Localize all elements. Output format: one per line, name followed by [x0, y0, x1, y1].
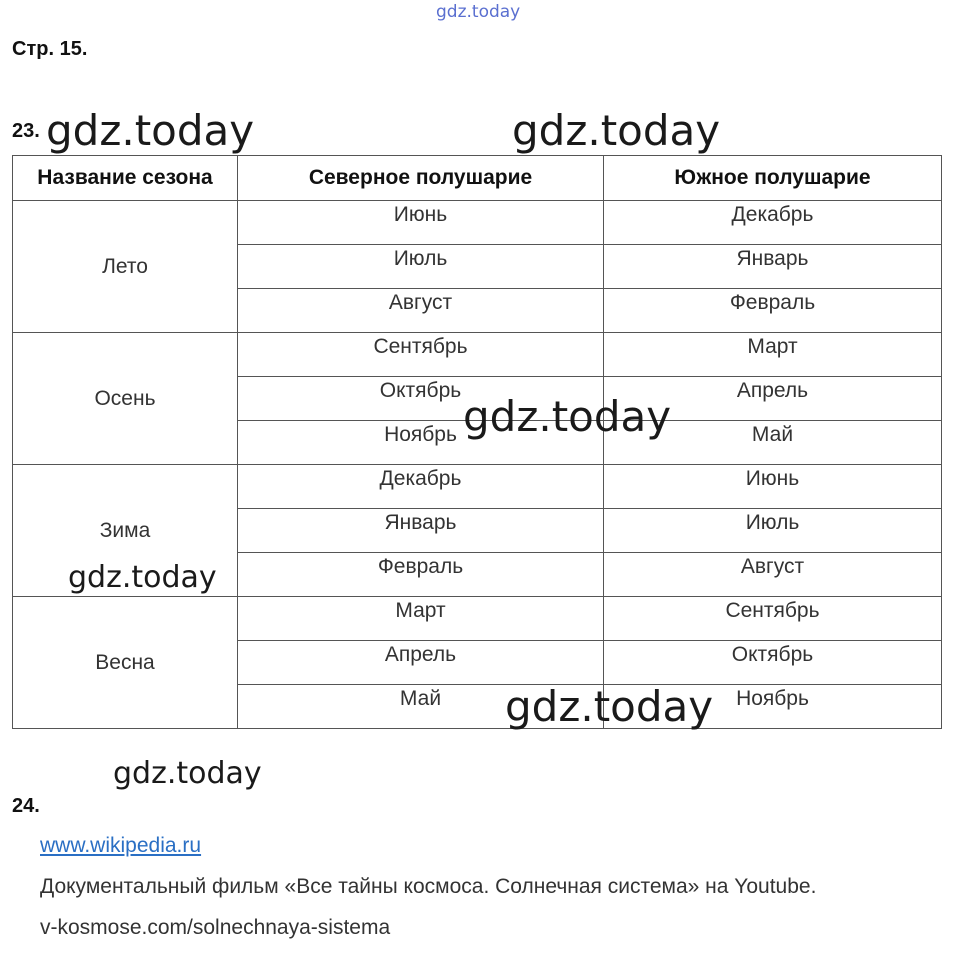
season-name: Лето: [13, 201, 238, 333]
north-month: Ноябрь: [238, 421, 604, 465]
south-month: Март: [604, 333, 942, 377]
resource-film: Документальный фильм «Все тайны космоса. Солнечная система» на Youtube.: [40, 875, 817, 898]
north-month: Май: [238, 685, 604, 729]
watermark: gdz.today: [68, 560, 217, 595]
header-season-name: Название сезона: [13, 156, 238, 201]
resource-site: v-kosmose.com/solnechnaya-sistema: [40, 916, 391, 939]
resource-list: [40, 832, 816, 955]
north-month: Сентябрь: [238, 333, 604, 377]
south-month: Октябрь: [604, 641, 942, 685]
watermark: gdz.today: [512, 106, 721, 155]
wikipedia-link[interactable]: www.wikipedia.ru: [40, 834, 202, 857]
resource-link-row: [40, 832, 816, 873]
north-month: Октябрь: [238, 377, 604, 421]
season-name: Зима: [13, 465, 238, 597]
north-month: Февраль: [238, 553, 604, 597]
south-month: Февраль: [604, 289, 942, 333]
header-northern-hemisphere: Северное полушарие: [238, 156, 604, 201]
watermark: gdz.today: [463, 392, 672, 441]
north-month: Июль: [238, 245, 604, 289]
task-23-number: 23.: [12, 120, 40, 142]
south-month: Апрель: [604, 377, 942, 421]
task-24-number: 24.: [12, 795, 40, 817]
table-row: [13, 333, 942, 377]
north-month: Апрель: [238, 641, 604, 685]
south-month: Сентябрь: [604, 597, 942, 641]
south-month: Май: [604, 421, 942, 465]
south-month: Август: [604, 553, 942, 597]
seasons-table: [12, 155, 942, 729]
watermark: gdz.today: [113, 756, 262, 791]
south-month: Декабрь: [604, 201, 942, 245]
south-month: Июнь: [604, 465, 942, 509]
watermark-top: gdz.today: [436, 2, 521, 22]
south-month: Январь: [604, 245, 942, 289]
season-name: Осень: [13, 333, 238, 465]
table-row: [13, 201, 942, 245]
north-month: Январь: [238, 509, 604, 553]
north-month: Август: [238, 289, 604, 333]
north-month: Июнь: [238, 201, 604, 245]
header-southern-hemisphere: Южное полушарие: [604, 156, 942, 201]
table-header-row: [13, 156, 942, 201]
season-name: Весна: [13, 597, 238, 729]
table-row: [13, 465, 942, 509]
watermark: gdz.today: [46, 106, 255, 155]
south-month: Июль: [604, 509, 942, 553]
north-month: Декабрь: [238, 465, 604, 509]
north-month: Март: [238, 597, 604, 641]
south-month: Ноябрь: [604, 685, 942, 729]
watermark: gdz.today: [505, 682, 714, 731]
page-label: Стр. 15.: [12, 38, 88, 60]
table-row: [13, 597, 942, 641]
